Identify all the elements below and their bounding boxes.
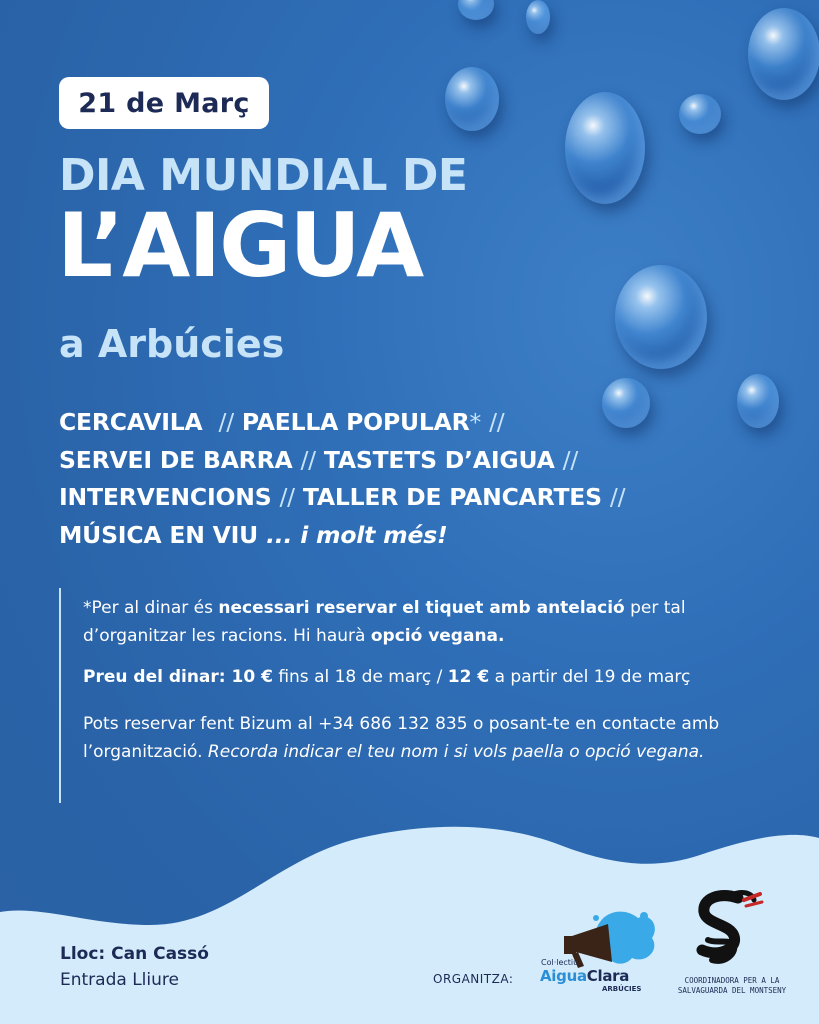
info-text: a partir del 19 de març [489, 667, 691, 687]
info-bold: necessari reservar el tiquet amb antelació [218, 598, 625, 618]
event-place: Lloc: Can Cassó [60, 944, 209, 964]
activity-item: ... i molt més! [266, 520, 448, 549]
coordinadora-logo-icon [690, 888, 770, 973]
info-text: fins al 18 de març / [272, 667, 448, 687]
logo-aigua-name [540, 967, 629, 985]
coordinadora-line: COORDINADORA PER A LA [684, 976, 780, 985]
logo-aigua-town: ARBÚCIES [602, 985, 642, 993]
info-text: *Per al dinar és [83, 598, 219, 618]
coordinadora-line: SALVAGUARDA DEL MONTSENY [677, 986, 787, 995]
activity-item: TALLER DE PANCARTES [302, 483, 602, 511]
info-bold: Preu del dinar: 10 € [83, 667, 273, 687]
asterisk-mark: * [469, 408, 482, 436]
separator: // [489, 408, 505, 436]
activity-item: SERVEI DE BARRA [59, 445, 293, 474]
info-bold: 12 € [447, 667, 490, 687]
date-badge: 21 de Març [59, 77, 269, 129]
title-line-1: DIA MUNDIAL DE [59, 150, 468, 201]
separator: // [562, 445, 579, 474]
activity-item: PAELLA POPULAR [241, 408, 470, 436]
info-text: per tal d’organitzar les racions. Hi haurà [83, 598, 686, 646]
separator: // [609, 483, 626, 511]
separator: // [300, 445, 316, 474]
activity-item: INTERVENCIONS [59, 483, 272, 511]
coordinadora-text [676, 976, 788, 996]
info-text: Pots reservar fent Bizum al +34 686 132 835 o posant-te en contacte amb l’organització. [83, 714, 720, 762]
event-entry: Entrada Lliure [60, 970, 179, 990]
separator: // [218, 408, 234, 436]
info-bold: opció vegana. [370, 626, 505, 646]
logo-name-part: Clara [586, 967, 630, 985]
activity-item: MÚSICA EN VIU [59, 520, 259, 549]
info-italic: Recorda indicar el teu nom i si vols paella o opció vegana. [207, 742, 705, 762]
location-subtitle: a Arbúcies [59, 322, 285, 366]
activity-item: CERCAVILA [59, 408, 203, 436]
organizer-label: ORGANITZA: [433, 972, 514, 986]
logo-aigua-small-text: Col·lectiu [541, 958, 579, 967]
separator: // [279, 483, 295, 511]
page-title: L’AIGUA [57, 194, 423, 297]
activity-item: TASTETS D’AIGUA [323, 445, 555, 474]
logo-name-part: Aigua [540, 967, 587, 985]
